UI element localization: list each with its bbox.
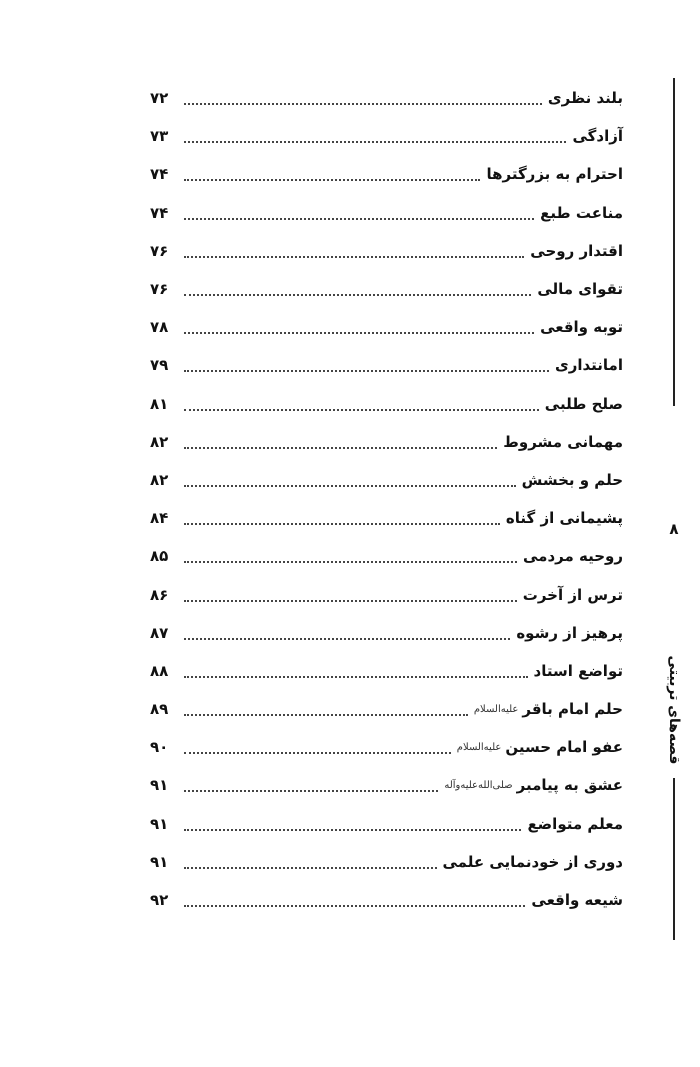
toc-entry-title: حلم و بخشش xyxy=(521,470,623,489)
dot-leader xyxy=(184,507,500,525)
toc-entry[interactable] xyxy=(150,232,623,270)
toc-entry-title-wrap xyxy=(457,738,623,756)
dot-leader xyxy=(184,87,542,105)
toc-entry-title: صلح طلبی xyxy=(544,394,623,413)
toc-entry-page: ۸۵ xyxy=(150,547,169,566)
toc-entry-title: آزادگی xyxy=(572,127,623,146)
dot-leader xyxy=(184,431,497,449)
toc-entry-title: معلم متواضع xyxy=(527,814,623,833)
toc-entry-page: ۷۸ xyxy=(150,318,169,337)
toc-entry-title: تقوای مالی xyxy=(537,280,623,299)
toc-entry[interactable] xyxy=(150,385,623,423)
dot-leader xyxy=(184,240,524,258)
toc-entry-title-wrap xyxy=(474,700,623,718)
dot-leader xyxy=(184,545,517,563)
toc-entry-page: ۹۱ xyxy=(150,776,169,795)
toc-entry-title: عشق به پیامبر xyxy=(516,776,623,795)
toc-entry-title-wrap xyxy=(444,776,623,794)
toc-entry-page: ۸۷ xyxy=(150,623,169,642)
toc-entry-title: مناعت طبع xyxy=(540,203,623,222)
toc-entry-page: ۸۴ xyxy=(150,509,169,528)
dot-leader xyxy=(184,584,517,602)
toc-entry-page: ۷۳ xyxy=(150,127,169,146)
dot-leader xyxy=(184,851,437,869)
toc-entry[interactable] xyxy=(150,117,623,155)
dot-leader xyxy=(184,622,510,640)
page-number: ۸ xyxy=(669,520,679,538)
toc-entry[interactable] xyxy=(150,614,623,652)
toc-entry[interactable] xyxy=(150,575,623,613)
toc-entry-title: پشیمانی از گناه xyxy=(505,509,623,528)
dot-leader xyxy=(184,889,525,907)
dot-leader xyxy=(184,469,516,487)
toc-entry[interactable] xyxy=(150,155,623,193)
toc-entry[interactable] xyxy=(150,461,623,499)
toc-entry-page: ۷۴ xyxy=(150,203,169,222)
toc-entry-page: ۷۲ xyxy=(150,89,169,108)
side-rule-bottom xyxy=(673,778,675,940)
dot-leader xyxy=(184,125,566,143)
dot-leader xyxy=(184,278,531,296)
toc-entry-title: دوری از خودنمایی علمی xyxy=(442,852,623,871)
toc-entry[interactable] xyxy=(150,805,623,843)
toc-entry[interactable] xyxy=(150,652,623,690)
toc-entry-page: ۷۴ xyxy=(150,165,169,184)
toc-entry-page: ۷۶ xyxy=(150,241,169,260)
dot-leader xyxy=(184,354,549,372)
side-rule-top xyxy=(673,78,675,406)
toc-entry[interactable] xyxy=(150,308,623,346)
toc-entry[interactable] xyxy=(150,346,623,384)
toc-entry[interactable] xyxy=(150,79,623,117)
toc-entry[interactable] xyxy=(150,766,623,804)
toc-entry-page: ۸۲ xyxy=(150,470,169,489)
dot-leader xyxy=(184,813,521,831)
toc-entry-title: توبه واقعی xyxy=(540,318,623,337)
toc-entry[interactable] xyxy=(150,499,623,537)
toc-entry-page: ۸۱ xyxy=(150,394,169,413)
toc-entry[interactable] xyxy=(150,881,623,919)
toc-entry-title: بلند نظری xyxy=(547,89,623,108)
dot-leader xyxy=(184,736,451,754)
toc-entry[interactable] xyxy=(150,270,623,308)
toc-entry-page: ۸۸ xyxy=(150,661,169,680)
toc-entry-title: احترام به بزرگترها xyxy=(486,165,623,184)
toc-entry-title: اقتدار روحی xyxy=(530,241,623,260)
running-title: قصه‌های تربیتی xyxy=(666,655,682,765)
toc-entry-page: ۹۰ xyxy=(150,738,169,757)
toc-entry-title: عفو امام حسین xyxy=(505,738,623,757)
toc-entry-page: ۸۲ xyxy=(150,432,169,451)
dot-leader xyxy=(184,316,534,334)
toc-entry-page: ۷۹ xyxy=(150,356,169,375)
dot-leader xyxy=(184,202,534,220)
toc-entry[interactable] xyxy=(150,423,623,461)
toc-entry-page: ۹۲ xyxy=(150,891,169,910)
toc-entry[interactable] xyxy=(150,537,623,575)
toc-entry-title: روحیه مردمی xyxy=(523,547,623,566)
toc-entry-title: ترس از آخرت xyxy=(522,585,623,604)
toc-entry-page: ۸۹ xyxy=(150,700,169,719)
table-of-contents xyxy=(150,79,623,919)
toc-entry-page: ۸۶ xyxy=(150,585,169,604)
toc-entry-title: مهمانی مشروط xyxy=(503,432,623,451)
honorific-ligature: علیه‌السلام xyxy=(456,741,502,753)
toc-entry-title: حلم امام باقر xyxy=(522,700,623,719)
dot-leader xyxy=(184,393,539,411)
toc-entry-title: تواضع استاد xyxy=(533,661,623,680)
dot-leader xyxy=(184,698,468,716)
toc-entry-title: امانتداری xyxy=(554,356,623,375)
toc-entry-title: پرهیز از رشوه xyxy=(516,623,623,642)
honorific-ligature: صلی‌الله‌علیه‌وآله xyxy=(444,779,513,791)
toc-entry[interactable] xyxy=(150,728,623,766)
toc-entry-title: شیعه واقعی xyxy=(531,891,623,910)
honorific-ligature: علیه‌السلام xyxy=(473,703,519,715)
dot-leader xyxy=(184,163,480,181)
dot-leader xyxy=(184,660,528,678)
toc-entry[interactable] xyxy=(150,843,623,881)
toc-entry[interactable] xyxy=(150,690,623,728)
dot-leader xyxy=(184,774,438,792)
toc-entry[interactable] xyxy=(150,194,623,232)
toc-entry-page: ۷۶ xyxy=(150,280,169,299)
toc-entry-page: ۹۱ xyxy=(150,814,169,833)
toc-entry-page: ۹۱ xyxy=(150,852,169,871)
